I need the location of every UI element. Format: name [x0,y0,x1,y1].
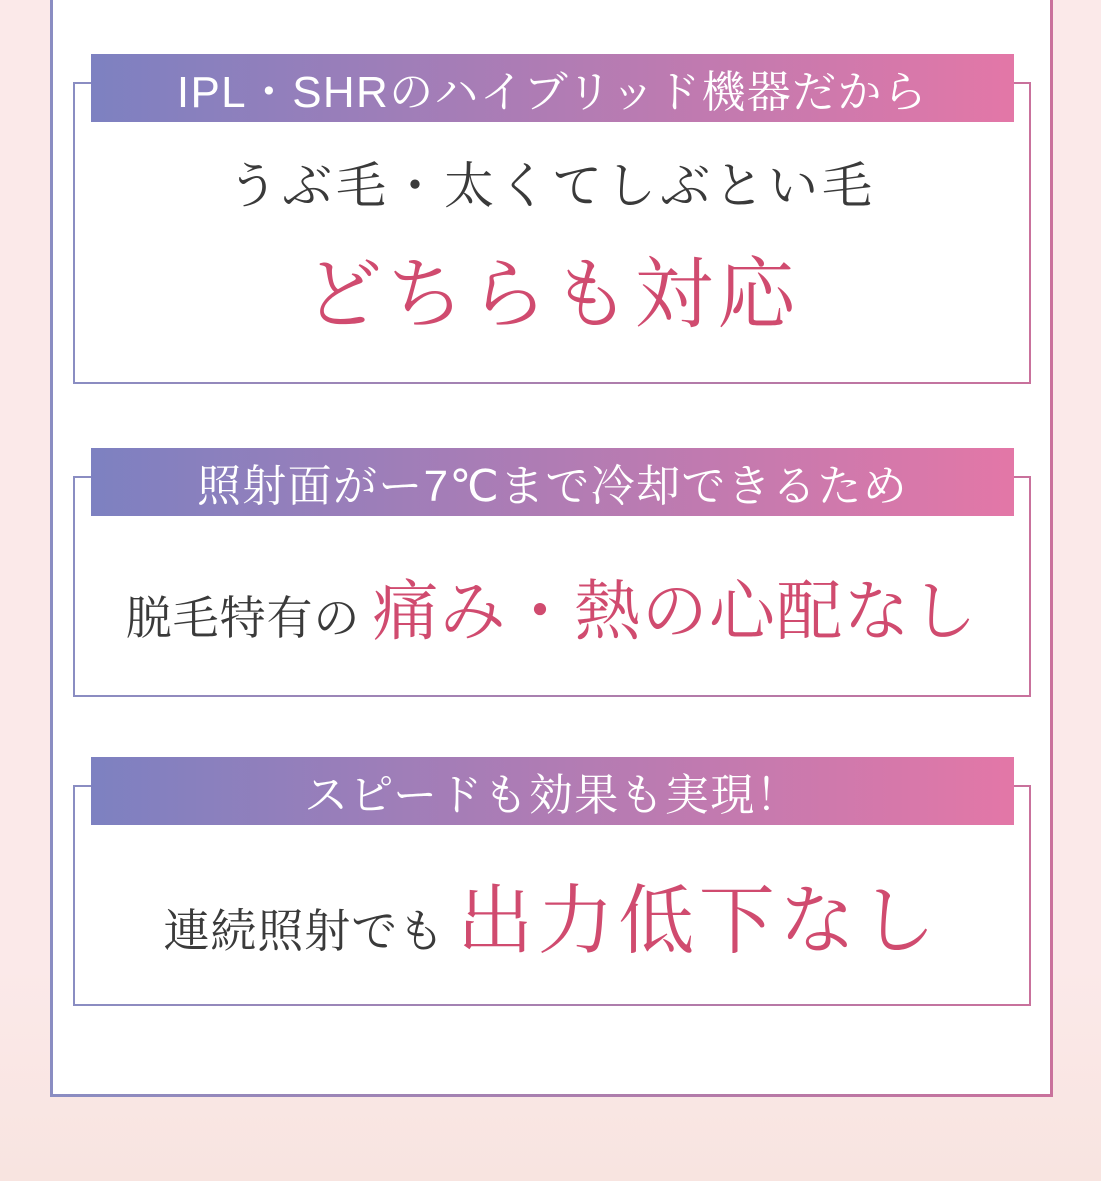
feature-section-hybrid [73,54,1031,384]
feature-body [75,516,1029,695]
feature-banner [91,757,1014,825]
feature-section-cooling [73,448,1031,697]
feature-body [75,825,1029,1004]
feature-text-emphasis: 出力低下なし [457,880,941,964]
feature-text-plain: 脱毛特有の [125,592,361,644]
feature-section-output [73,757,1031,1006]
feature-banner-label: スピードも効果も実現！ [304,771,801,820]
feature-banner-label: IPL・SHRのハイブリッド機器だから [176,68,929,117]
feature-text-emphasis: どちらも対応 [303,251,801,338]
feature-banner [91,448,1014,516]
feature-text-plain: うぶ毛・太くてしぶとい毛 [228,158,876,214]
feature-banner [91,54,1014,122]
feature-text-plain: 連続照射でも [163,905,446,957]
feature-banner-label: 照射面がー7℃まで冷却できるため [196,462,908,511]
feature-text-emphasis: 痛み・熱の心配なし [372,576,979,649]
feature-body [75,122,1029,382]
